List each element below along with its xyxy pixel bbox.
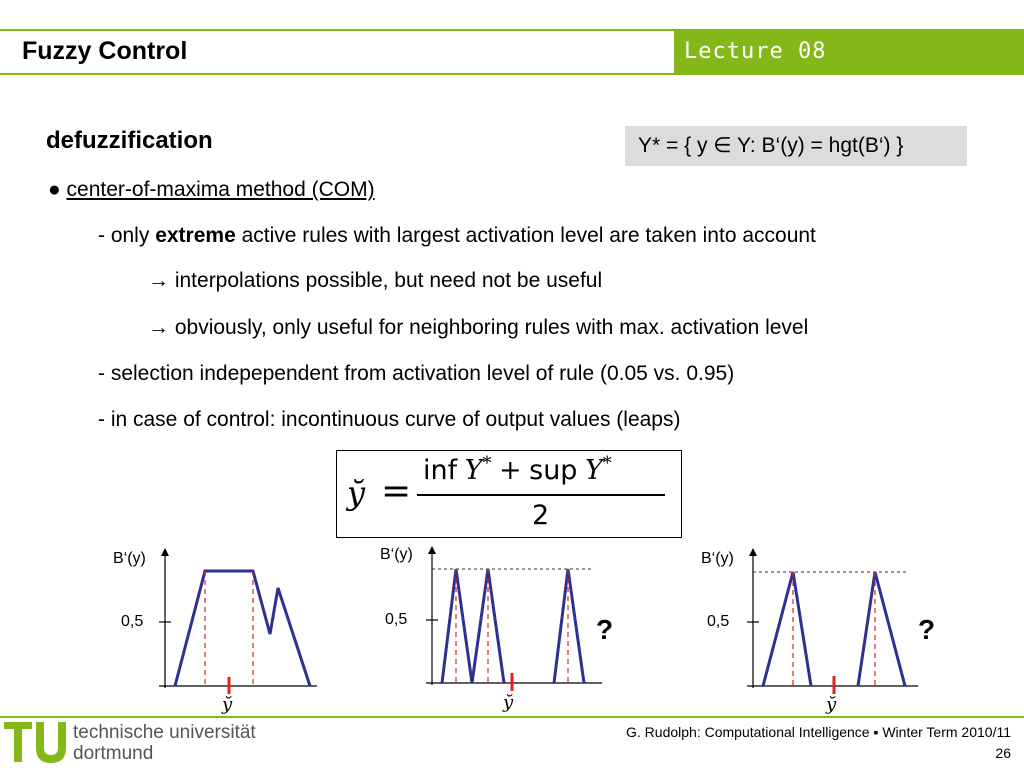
- graph-1-ylabel: B‘(y): [113, 550, 146, 567]
- university-name: [73, 722, 256, 764]
- graph-2: [372, 540, 632, 720]
- lecture-badge: Lecture 08: [674, 31, 1024, 73]
- footer-rule: [0, 716, 1024, 718]
- graph-1-result-label: y̆: [222, 694, 233, 715]
- text-line-2: → interpolations possible, but need not be useful: [148, 269, 603, 292]
- text-line-3: → obviously, only useful for neighboring rules with max. activation level: [148, 316, 809, 339]
- graph-2-result-label: y̆: [503, 692, 514, 713]
- page-number: 26: [995, 745, 1011, 761]
- membership-curve: [763, 572, 811, 686]
- membership-curve: [442, 569, 504, 683]
- graph-2-ylabel: B‘(y): [380, 546, 413, 563]
- graph-3: [693, 540, 953, 720]
- formula-plus: +: [498, 455, 522, 486]
- text-line-5: - in case of control: incontinuous curve of output values (leaps): [98, 408, 681, 431]
- slide-title: Fuzzy Control: [22, 37, 188, 65]
- graph-2-question: ?: [596, 614, 614, 645]
- formula-denominator: 2: [532, 500, 550, 531]
- membership-curve: [554, 569, 584, 683]
- formula-lhs: y̆: [347, 474, 366, 512]
- set-definition-box: Y* = { y ∈ Y: B‘(y) = hgt(B‘) }: [625, 126, 967, 166]
- y-axis-arrow-icon: [428, 546, 436, 554]
- university-name-line2: dortmund: [73, 743, 154, 764]
- formula-fraction-bar: [417, 494, 665, 496]
- formula-numerator: [423, 453, 612, 486]
- tu-logo-icon: [4, 722, 66, 768]
- graph-3-half-label: 0,5: [707, 613, 730, 630]
- graph-2-half-label: 0,5: [385, 611, 408, 628]
- graph-3-question: ?: [918, 614, 936, 645]
- graph-2-plot: [372, 540, 632, 720]
- formula-inf: inf: [423, 455, 458, 486]
- formula-star: *: [602, 453, 612, 474]
- text-line-4: - selection indepependent from activation level of rule (0.05 vs. 0.95): [98, 362, 735, 385]
- header-bottom-rule: [0, 73, 1024, 75]
- membership-curve: [175, 571, 310, 686]
- text-line-1-bold: extreme: [155, 224, 236, 247]
- formula-Y: Y: [464, 455, 483, 486]
- text-line-1-pre: - only: [98, 224, 156, 247]
- section-heading: defuzzification: [46, 127, 213, 154]
- membership-curve: [858, 572, 905, 686]
- footer-credit: [626, 722, 1011, 764]
- text-line-1: [98, 223, 816, 249]
- y-axis-arrow-icon: [161, 548, 169, 556]
- bullet-text: center-of-maxima method (COM): [66, 178, 375, 201]
- formula-star: *: [482, 453, 492, 474]
- credit-text: G. Rudolph: Computational Intelligence ▪ Winter Term 2010/11: [626, 724, 1011, 740]
- graph-1-half-label: 0,5: [121, 613, 144, 630]
- bullet-marker: ●: [48, 178, 61, 201]
- formula-Y: Y: [584, 455, 603, 486]
- graph-1: [105, 540, 325, 720]
- bullet-item: [48, 177, 375, 203]
- formula-equals: =: [381, 471, 412, 512]
- graph-3-ylabel: B‘(y): [701, 550, 734, 567]
- text-line-1-post: active rules with largest activation level are taken into account: [235, 224, 816, 247]
- formula-sup: sup: [529, 455, 578, 486]
- com-formula-box: [336, 450, 682, 538]
- university-name-line1: technische universität: [73, 722, 256, 743]
- y-axis-arrow-icon: [749, 548, 757, 556]
- graph-3-result-label: y̆: [826, 694, 837, 715]
